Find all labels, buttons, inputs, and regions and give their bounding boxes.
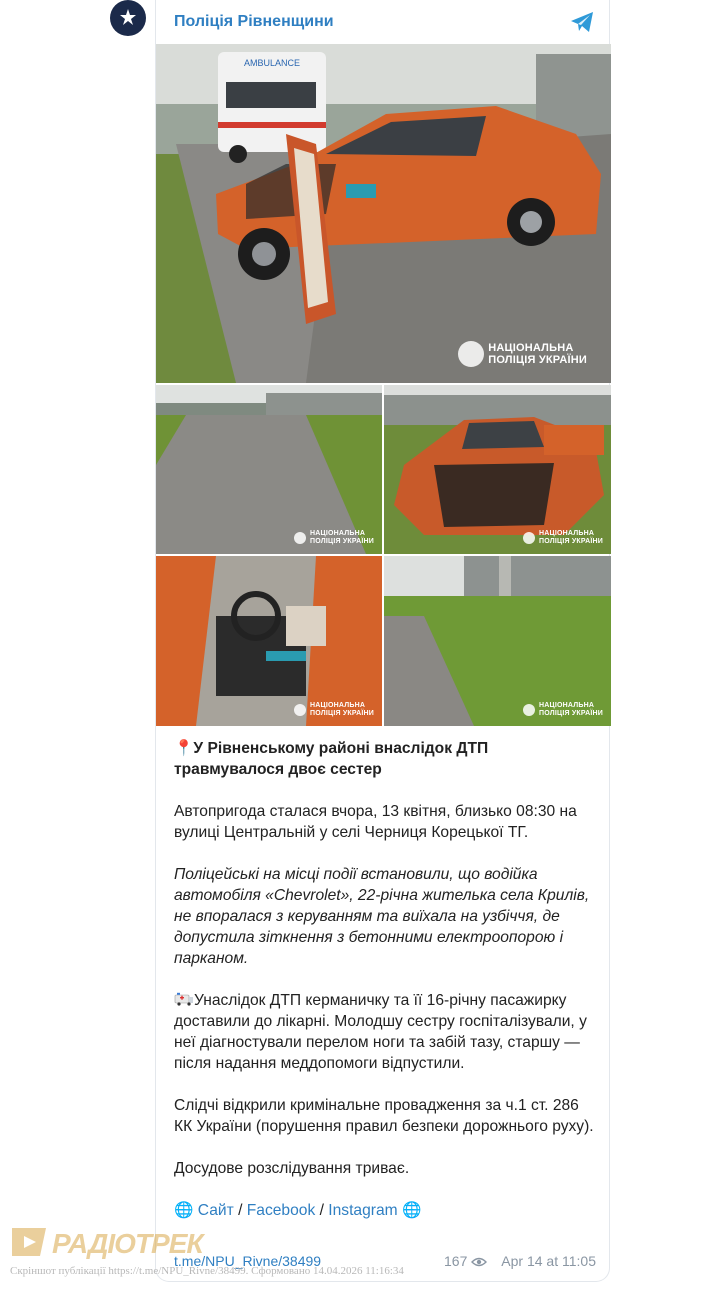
globe-icon: 🌐 xyxy=(174,1202,194,1219)
telegram-icon[interactable] xyxy=(569,10,595,34)
post-header xyxy=(156,0,611,44)
police-watermark xyxy=(458,341,587,367)
watermark-line1: НАЦІОНАЛЬНА xyxy=(310,530,366,537)
eye-icon xyxy=(471,1257,487,1267)
radio-logo-icon xyxy=(10,1224,50,1260)
link-separator: / xyxy=(319,1202,324,1219)
views-count: 167 xyxy=(444,1253,468,1269)
photo-fence[interactable] xyxy=(384,556,611,726)
police-watermark xyxy=(294,702,374,718)
channel-name[interactable]: Поліція Рівненщини xyxy=(174,13,334,30)
police-watermark xyxy=(523,702,603,718)
post-paragraph-3 xyxy=(174,990,599,1074)
post-paragraph-5: Досудове розслідування триває. xyxy=(174,1160,410,1177)
police-star-icon xyxy=(117,7,139,29)
watermark-line1: НАЦІОНАЛЬНА xyxy=(488,342,574,354)
radiotrek-logo xyxy=(10,1224,203,1264)
watermark-line2: ПОЛІЦІЯ УКРАЇНИ xyxy=(310,710,374,717)
site-link[interactable]: Сайт xyxy=(197,1202,234,1219)
ambulance-icon xyxy=(174,991,194,1005)
photo-front-damage[interactable] xyxy=(384,385,611,554)
watermark-line1: НАЦІОНАЛЬНА xyxy=(539,530,595,537)
watermark-line1: НАЦІОНАЛЬНА xyxy=(310,702,366,709)
screenshot-note: Скріншот публікації https://t.me/NPU_Rivne/38499. Сформовано 14.04.2026 11:16:34 xyxy=(10,1265,404,1277)
post-title-text: У Рівненському районі внаслідок ДТП травмувалося двоє сестер xyxy=(174,740,489,778)
post-title xyxy=(174,738,599,780)
police-watermark xyxy=(523,530,603,546)
police-emblem-icon xyxy=(458,341,484,367)
watermark-line2: ПОЛІЦІЯ УКРАЇНИ xyxy=(539,538,603,545)
police-emblem-icon xyxy=(294,532,306,544)
watermark-line2: ПОЛІЦІЯ УКРАЇНИ xyxy=(310,538,374,545)
post-paragraph-3-text: Унаслідок ДТП керманичку та її 16-річну пасажирку доставили до лікарні. Молодшу сестру госпіталізували, у неї діагностували перелом ноги та забій тазу, старшу — після надання меддопомоги відпустили. xyxy=(174,992,587,1072)
police-emblem-icon xyxy=(523,704,535,716)
logo-text: РАДІОТРЕК xyxy=(52,1228,203,1259)
pin-icon: 📍 xyxy=(174,740,194,757)
post-paragraph-4: Слідчі відкрили кримінальне провадження за ч.1 ст. 286 КК України (порушення правил безпеки дорожнього руху). xyxy=(174,1097,594,1135)
police-emblem-icon xyxy=(294,704,306,716)
watermark-line1: НАЦІОНАЛЬНА xyxy=(539,702,595,709)
photo-main[interactable] xyxy=(156,44,611,383)
post-paragraph-2: Поліцейські на місці події встановили, що водійка автомобіля «Chevrolet», 22-річна жителька села Крилів, не впоралася з керуванням та виїхала на узбіччя, де допустила зіткнення з бетонними електроопорою і парканом. xyxy=(174,866,590,967)
photo-interior[interactable] xyxy=(156,556,382,726)
ambulance-label: AMBULANCE xyxy=(243,58,301,68)
post-url-link[interactable]: t.me/NPU_Rivne/38499 xyxy=(174,1253,322,1269)
post-date[interactable]: Apr 14 at 11:05 xyxy=(501,1253,596,1269)
post-card xyxy=(155,0,610,1282)
police-watermark xyxy=(294,530,374,546)
link-separator: / xyxy=(238,1202,243,1219)
watermark-line2: ПОЛІЦІЯ УКРАЇНИ xyxy=(539,710,603,717)
facebook-link[interactable]: Facebook xyxy=(246,1202,316,1219)
police-emblem-icon xyxy=(523,532,535,544)
globe-icon: 🌐 xyxy=(401,1202,422,1219)
post-links xyxy=(174,1200,599,1221)
post-paragraph-1: Автопригода сталася вчора, 13 квітня, близько 08:30 на вулиці Центральній у селі Черниця Корецької ТГ. xyxy=(174,803,577,841)
watermark-line2: ПОЛІЦІЯ УКРАЇНИ xyxy=(488,354,587,366)
instagram-link[interactable]: Instagram xyxy=(328,1202,398,1219)
channel-avatar[interactable] xyxy=(110,0,146,36)
photo-road[interactable] xyxy=(156,385,382,554)
post-text xyxy=(174,738,599,1242)
